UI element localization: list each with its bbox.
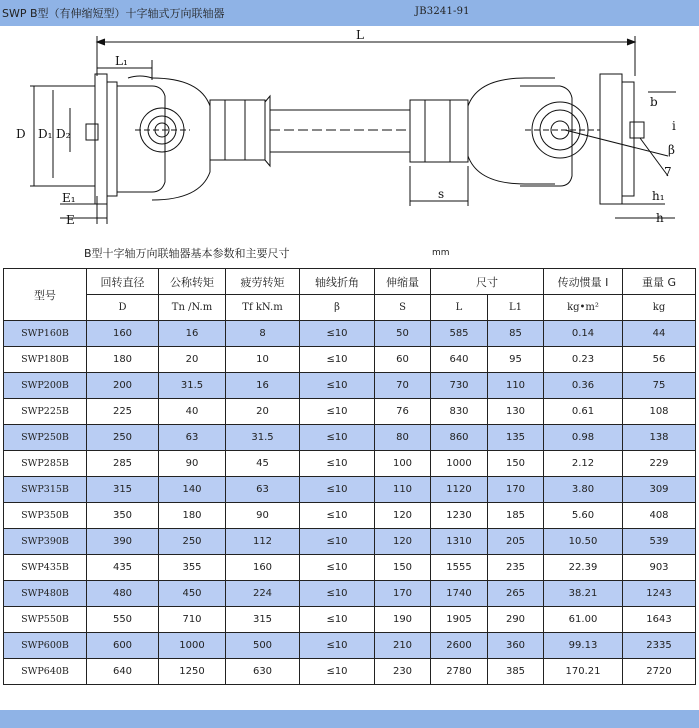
label-i: i	[672, 119, 676, 133]
page-title: SWP B型（有伸缩短型）十字轴式万向联轴器	[2, 7, 225, 20]
table-cell: 120	[375, 529, 431, 555]
header-inertia: 传动惯量 I	[544, 269, 623, 295]
table-cell: 600	[87, 633, 159, 659]
table-cell: 265	[488, 581, 544, 607]
table-cell: 90	[159, 451, 226, 477]
header-dimensions: 尺寸	[431, 269, 544, 295]
table-cell: 0.23	[544, 347, 623, 373]
header-axis-angle: 轴线折角	[300, 269, 375, 295]
table-cell: ≤10	[300, 581, 375, 607]
table-cell: ≤10	[300, 633, 375, 659]
table-cell: ≤10	[300, 373, 375, 399]
header-fatigue-torque: 疲劳转矩	[226, 269, 300, 295]
table-cell: 8	[226, 321, 300, 347]
header-diameter: 回转直径	[87, 269, 159, 295]
table-cell: 170.21	[544, 659, 623, 685]
table-cell: 710	[159, 607, 226, 633]
table-cell: ≤10	[300, 477, 375, 503]
cell-model: SWP315B	[4, 477, 87, 503]
table-cell: 76	[375, 399, 431, 425]
table-cell: 1740	[431, 581, 488, 607]
table-cell: 640	[87, 659, 159, 685]
table-cell: 99.13	[544, 633, 623, 659]
unit-L1: L1	[488, 295, 544, 321]
table-cell: 309	[623, 477, 696, 503]
table-cell: 170	[488, 477, 544, 503]
label-L: L	[356, 28, 364, 42]
table-cell: 2600	[431, 633, 488, 659]
table-cell: 1905	[431, 607, 488, 633]
unit-L: L	[431, 295, 488, 321]
table-cell: 2780	[431, 659, 488, 685]
table-cell: 1643	[623, 607, 696, 633]
table-cell: 112	[226, 529, 300, 555]
table-cell: 435	[87, 555, 159, 581]
table-row	[4, 347, 696, 373]
table-cell: 16	[159, 321, 226, 347]
table-cell: 160	[226, 555, 300, 581]
cell-model: SWP225B	[4, 399, 87, 425]
cell-model: SWP600B	[4, 633, 87, 659]
table-cell: 63	[226, 477, 300, 503]
table-cell: 90	[226, 503, 300, 529]
unit-D: D	[87, 295, 159, 321]
label-h1: h₁	[652, 189, 665, 203]
table-cell: 38.21	[544, 581, 623, 607]
table-cell: ≤10	[300, 555, 375, 581]
table-cell: 285	[87, 451, 159, 477]
label-beta: β	[668, 143, 675, 157]
cell-model: SWP200B	[4, 373, 87, 399]
table-cell: 230	[375, 659, 431, 685]
table-cell: 630	[226, 659, 300, 685]
table-cell: 0.14	[544, 321, 623, 347]
table-cell: 150	[488, 451, 544, 477]
table-cell: 480	[87, 581, 159, 607]
table-row	[4, 555, 696, 581]
table-cell: 160	[87, 321, 159, 347]
label-b: b	[650, 95, 658, 109]
table-row	[4, 659, 696, 685]
label-s: s	[438, 187, 445, 201]
table-cell: 108	[623, 399, 696, 425]
table-cell: 860	[431, 425, 488, 451]
unit-Tn: Tn /N.m	[159, 295, 226, 321]
cell-model: SWP350B	[4, 503, 87, 529]
table-cell: 50	[375, 321, 431, 347]
table-cell: 140	[159, 477, 226, 503]
table-row	[4, 633, 696, 659]
table-row	[4, 425, 696, 451]
table-cell: ≤10	[300, 321, 375, 347]
table-cell: 16	[226, 373, 300, 399]
table-cell: 31.5	[159, 373, 226, 399]
table-cell: 10	[226, 347, 300, 373]
table-row	[4, 373, 696, 399]
table-cell: 61.00	[544, 607, 623, 633]
table-cell: 2335	[623, 633, 696, 659]
table-cell: 585	[431, 321, 488, 347]
table-cell: 450	[159, 581, 226, 607]
unit-label: mm	[432, 248, 450, 258]
label-D: D	[16, 127, 26, 141]
table-row	[4, 607, 696, 633]
table-cell: ≤10	[300, 607, 375, 633]
table-cell: 225	[87, 399, 159, 425]
table-cell: 1250	[159, 659, 226, 685]
table-cell: 408	[623, 503, 696, 529]
table-cell: ≤10	[300, 425, 375, 451]
table-cell: 200	[87, 373, 159, 399]
table-cell: 290	[488, 607, 544, 633]
table-cell: 1310	[431, 529, 488, 555]
table-caption: B型十字轴万向联轴器基本参数和主要尺寸	[84, 247, 290, 260]
cell-model: SWP285B	[4, 451, 87, 477]
table-cell: 20	[159, 347, 226, 373]
table-cell: 130	[488, 399, 544, 425]
table-cell: 350	[87, 503, 159, 529]
table-cell: 60	[375, 347, 431, 373]
table-cell: 0.36	[544, 373, 623, 399]
table-cell: 3.80	[544, 477, 623, 503]
table-cell: 250	[87, 425, 159, 451]
table-cell: 70	[375, 373, 431, 399]
table-cell: 135	[488, 425, 544, 451]
header-bar	[0, 0, 699, 26]
table-cell: 44	[623, 321, 696, 347]
cell-model: SWP160B	[4, 321, 87, 347]
table-cell: 205	[488, 529, 544, 555]
table-cell: ≤10	[300, 399, 375, 425]
table-cell: 100	[375, 451, 431, 477]
table-row	[4, 451, 696, 477]
spec-table	[3, 268, 696, 685]
table-cell: 75	[623, 373, 696, 399]
table-cell: 31.5	[226, 425, 300, 451]
table-cell: 10.50	[544, 529, 623, 555]
cell-model: SWP390B	[4, 529, 87, 555]
table-cell: 56	[623, 347, 696, 373]
table-cell: 110	[488, 373, 544, 399]
table-cell: 20	[226, 399, 300, 425]
table-cell: 138	[623, 425, 696, 451]
label-D1: D₁	[38, 127, 53, 141]
cell-model: SWP480B	[4, 581, 87, 607]
table-cell: 95	[488, 347, 544, 373]
table-row	[4, 529, 696, 555]
table-cell: 63	[159, 425, 226, 451]
cell-model: SWP640B	[4, 659, 87, 685]
table-cell: 1120	[431, 477, 488, 503]
table-cell: 0.98	[544, 425, 623, 451]
table-cell: 2.12	[544, 451, 623, 477]
label-E1: E₁	[62, 191, 76, 205]
table-cell: ≤10	[300, 659, 375, 685]
table-cell: 1555	[431, 555, 488, 581]
table-cell: 355	[159, 555, 226, 581]
table-cell: 1243	[623, 581, 696, 607]
unit-beta: β	[300, 295, 375, 321]
table-cell: 1000	[431, 451, 488, 477]
table-cell: 229	[623, 451, 696, 477]
table-cell: 360	[488, 633, 544, 659]
table-cell: 180	[87, 347, 159, 373]
table-cell: 640	[431, 347, 488, 373]
table-cell: 550	[87, 607, 159, 633]
table-cell: 40	[159, 399, 226, 425]
table-cell: 315	[226, 607, 300, 633]
table-cell: 190	[375, 607, 431, 633]
unit-inertia: kg•m²	[544, 295, 623, 321]
unit-S: S	[375, 295, 431, 321]
table-cell: 1000	[159, 633, 226, 659]
coupling-drawing	[0, 26, 699, 238]
table-cell: ≤10	[300, 451, 375, 477]
table-cell: 120	[375, 503, 431, 529]
table-row	[4, 399, 696, 425]
table-cell: 830	[431, 399, 488, 425]
cell-model: SWP550B	[4, 607, 87, 633]
table-cell: 235	[488, 555, 544, 581]
table-cell: 180	[159, 503, 226, 529]
table-cell: 250	[159, 529, 226, 555]
table-cell: 390	[87, 529, 159, 555]
table-cell: 315	[87, 477, 159, 503]
table-cell: 85	[488, 321, 544, 347]
table-cell: 500	[226, 633, 300, 659]
footer-bar	[0, 710, 699, 728]
table-cell: ≤10	[300, 503, 375, 529]
label-L1: L₁	[115, 54, 128, 68]
table-row	[4, 503, 696, 529]
label-D2: D₂	[56, 127, 71, 141]
table-cell: 385	[488, 659, 544, 685]
cell-model: SWP435B	[4, 555, 87, 581]
table-cell: ≤10	[300, 347, 375, 373]
table-cell: 150	[375, 555, 431, 581]
table-cell: 22.39	[544, 555, 623, 581]
table-cell: 210	[375, 633, 431, 659]
table-cell: 80	[375, 425, 431, 451]
table-cell: 2720	[623, 659, 696, 685]
table-cell: ≤10	[300, 529, 375, 555]
header-nominal-torque: 公称转矩	[159, 269, 226, 295]
table-cell: 110	[375, 477, 431, 503]
table-cell: 170	[375, 581, 431, 607]
table-cell: 45	[226, 451, 300, 477]
label-h: h	[656, 211, 664, 225]
table-row	[4, 321, 696, 347]
table-cell: 539	[623, 529, 696, 555]
unit-weight: kg	[623, 295, 696, 321]
cell-model: SWP250B	[4, 425, 87, 451]
unit-Tf: Tf kN.m	[226, 295, 300, 321]
label-7: 7	[664, 165, 672, 179]
table-cell: 1230	[431, 503, 488, 529]
table-cell: 730	[431, 373, 488, 399]
label-E: E	[66, 213, 75, 227]
header-weight: 重量 G	[623, 269, 696, 295]
table-cell: 903	[623, 555, 696, 581]
table-cell: 224	[226, 581, 300, 607]
standard-number: JB3241-91	[415, 6, 470, 17]
table-cell: 0.61	[544, 399, 623, 425]
table-cell: 185	[488, 503, 544, 529]
cell-model: SWP180B	[4, 347, 87, 373]
table-cell: 5.60	[544, 503, 623, 529]
table-row	[4, 581, 696, 607]
header-telescoping: 伸缩量	[375, 269, 431, 295]
table-row	[4, 477, 696, 503]
header-model: 型号	[4, 269, 87, 321]
